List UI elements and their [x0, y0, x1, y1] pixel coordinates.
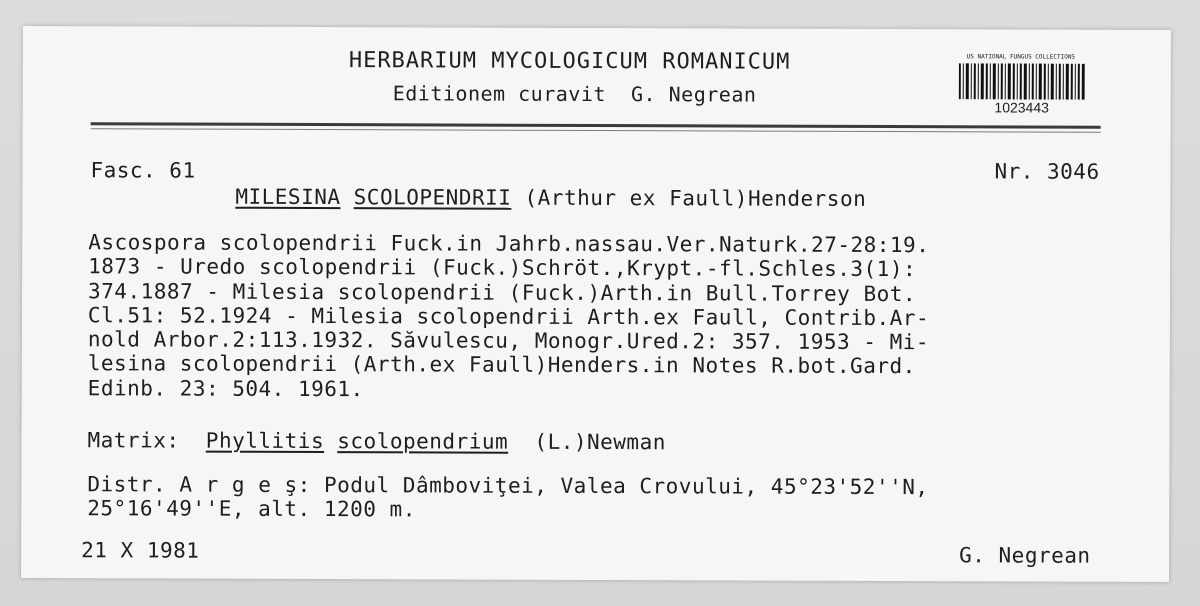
barcode-icon: [959, 63, 1085, 99]
collector: G. Negrean: [959, 543, 1091, 568]
synonymy-line: 374.1887 - Milesia scolopendrii (Fuck.)Arth.in Bull.Torrey Bot.: [88, 278, 917, 306]
exsiccata-number: Nr. 3046: [994, 159, 1100, 184]
host-epithet: scolopendrium: [337, 429, 509, 454]
barcode-number: 1023443: [994, 99, 1049, 116]
distr-region: A r g e ş:: [179, 472, 311, 498]
barcode: [951, 53, 1101, 122]
distr-locality: Podul Dâmboviţei, Valea Crovului, 45°23'52''N,: [310, 473, 929, 500]
matrix: [87, 428, 665, 454]
synonymy-line: Edinb. 23: 504. 1961.: [87, 376, 364, 401]
distribution-line-2: 25°16'49''E, alt. 1200 m.: [87, 496, 416, 522]
matrix-label: Matrix:: [87, 428, 180, 453]
barcode-caption: US NATIONAL FUNGUS COLLECTIONS: [966, 53, 1076, 61]
species-epithet: SCOLOPENDRII: [353, 185, 512, 210]
synonymy: [88, 230, 930, 403]
host-genus: Phyllitis: [205, 428, 325, 454]
collection-date: 21 X 1981: [81, 538, 200, 563]
herbarium-label: [21, 26, 1171, 582]
label-content: [51, 44, 1143, 568]
species-name: [235, 185, 866, 211]
synonymy-line: lesina scolopendrii (Arth.ex Faull)Henders.in Notes R.bot.Gard.: [87, 351, 916, 379]
distr-label: Distr.: [87, 472, 167, 497]
species-authority: (Arthur ex Faull)Henderson: [511, 185, 867, 211]
divider-thin: [91, 128, 1101, 133]
synonymy-line: Cl.51: 52.1924 - Milesia scolopendrii Arth.ex Faull, Contrib.Ar-: [87, 303, 930, 331]
fascicle: Fasc. 61: [90, 158, 196, 183]
distribution: [87, 472, 928, 523]
synonymy-line: Ascospora scolopendrii Fuck.in Jahrb.nassau.Ver.Naturk.27-28:19.: [88, 230, 930, 258]
species-genus: MILESINA: [235, 184, 341, 210]
synonymy-line: 1873 - Uredo scolopendrii (Fuck.)Schröt.,Krypt.-fl.Schles.3(1):: [88, 254, 917, 282]
synonymy-line: nold Arbor.2:113.1932. Săvulescu, Monogr.Ured.2: 357. 1953 - Mi-: [87, 327, 930, 355]
distribution-line-1: [87, 472, 928, 499]
herbarium-title: HERBARIUM MYCOLOGICUM ROMANICUM: [348, 48, 791, 75]
editor-line: Editionem curavit G. Negrean: [392, 81, 757, 107]
host-authority: (L.)Newman: [534, 429, 666, 455]
